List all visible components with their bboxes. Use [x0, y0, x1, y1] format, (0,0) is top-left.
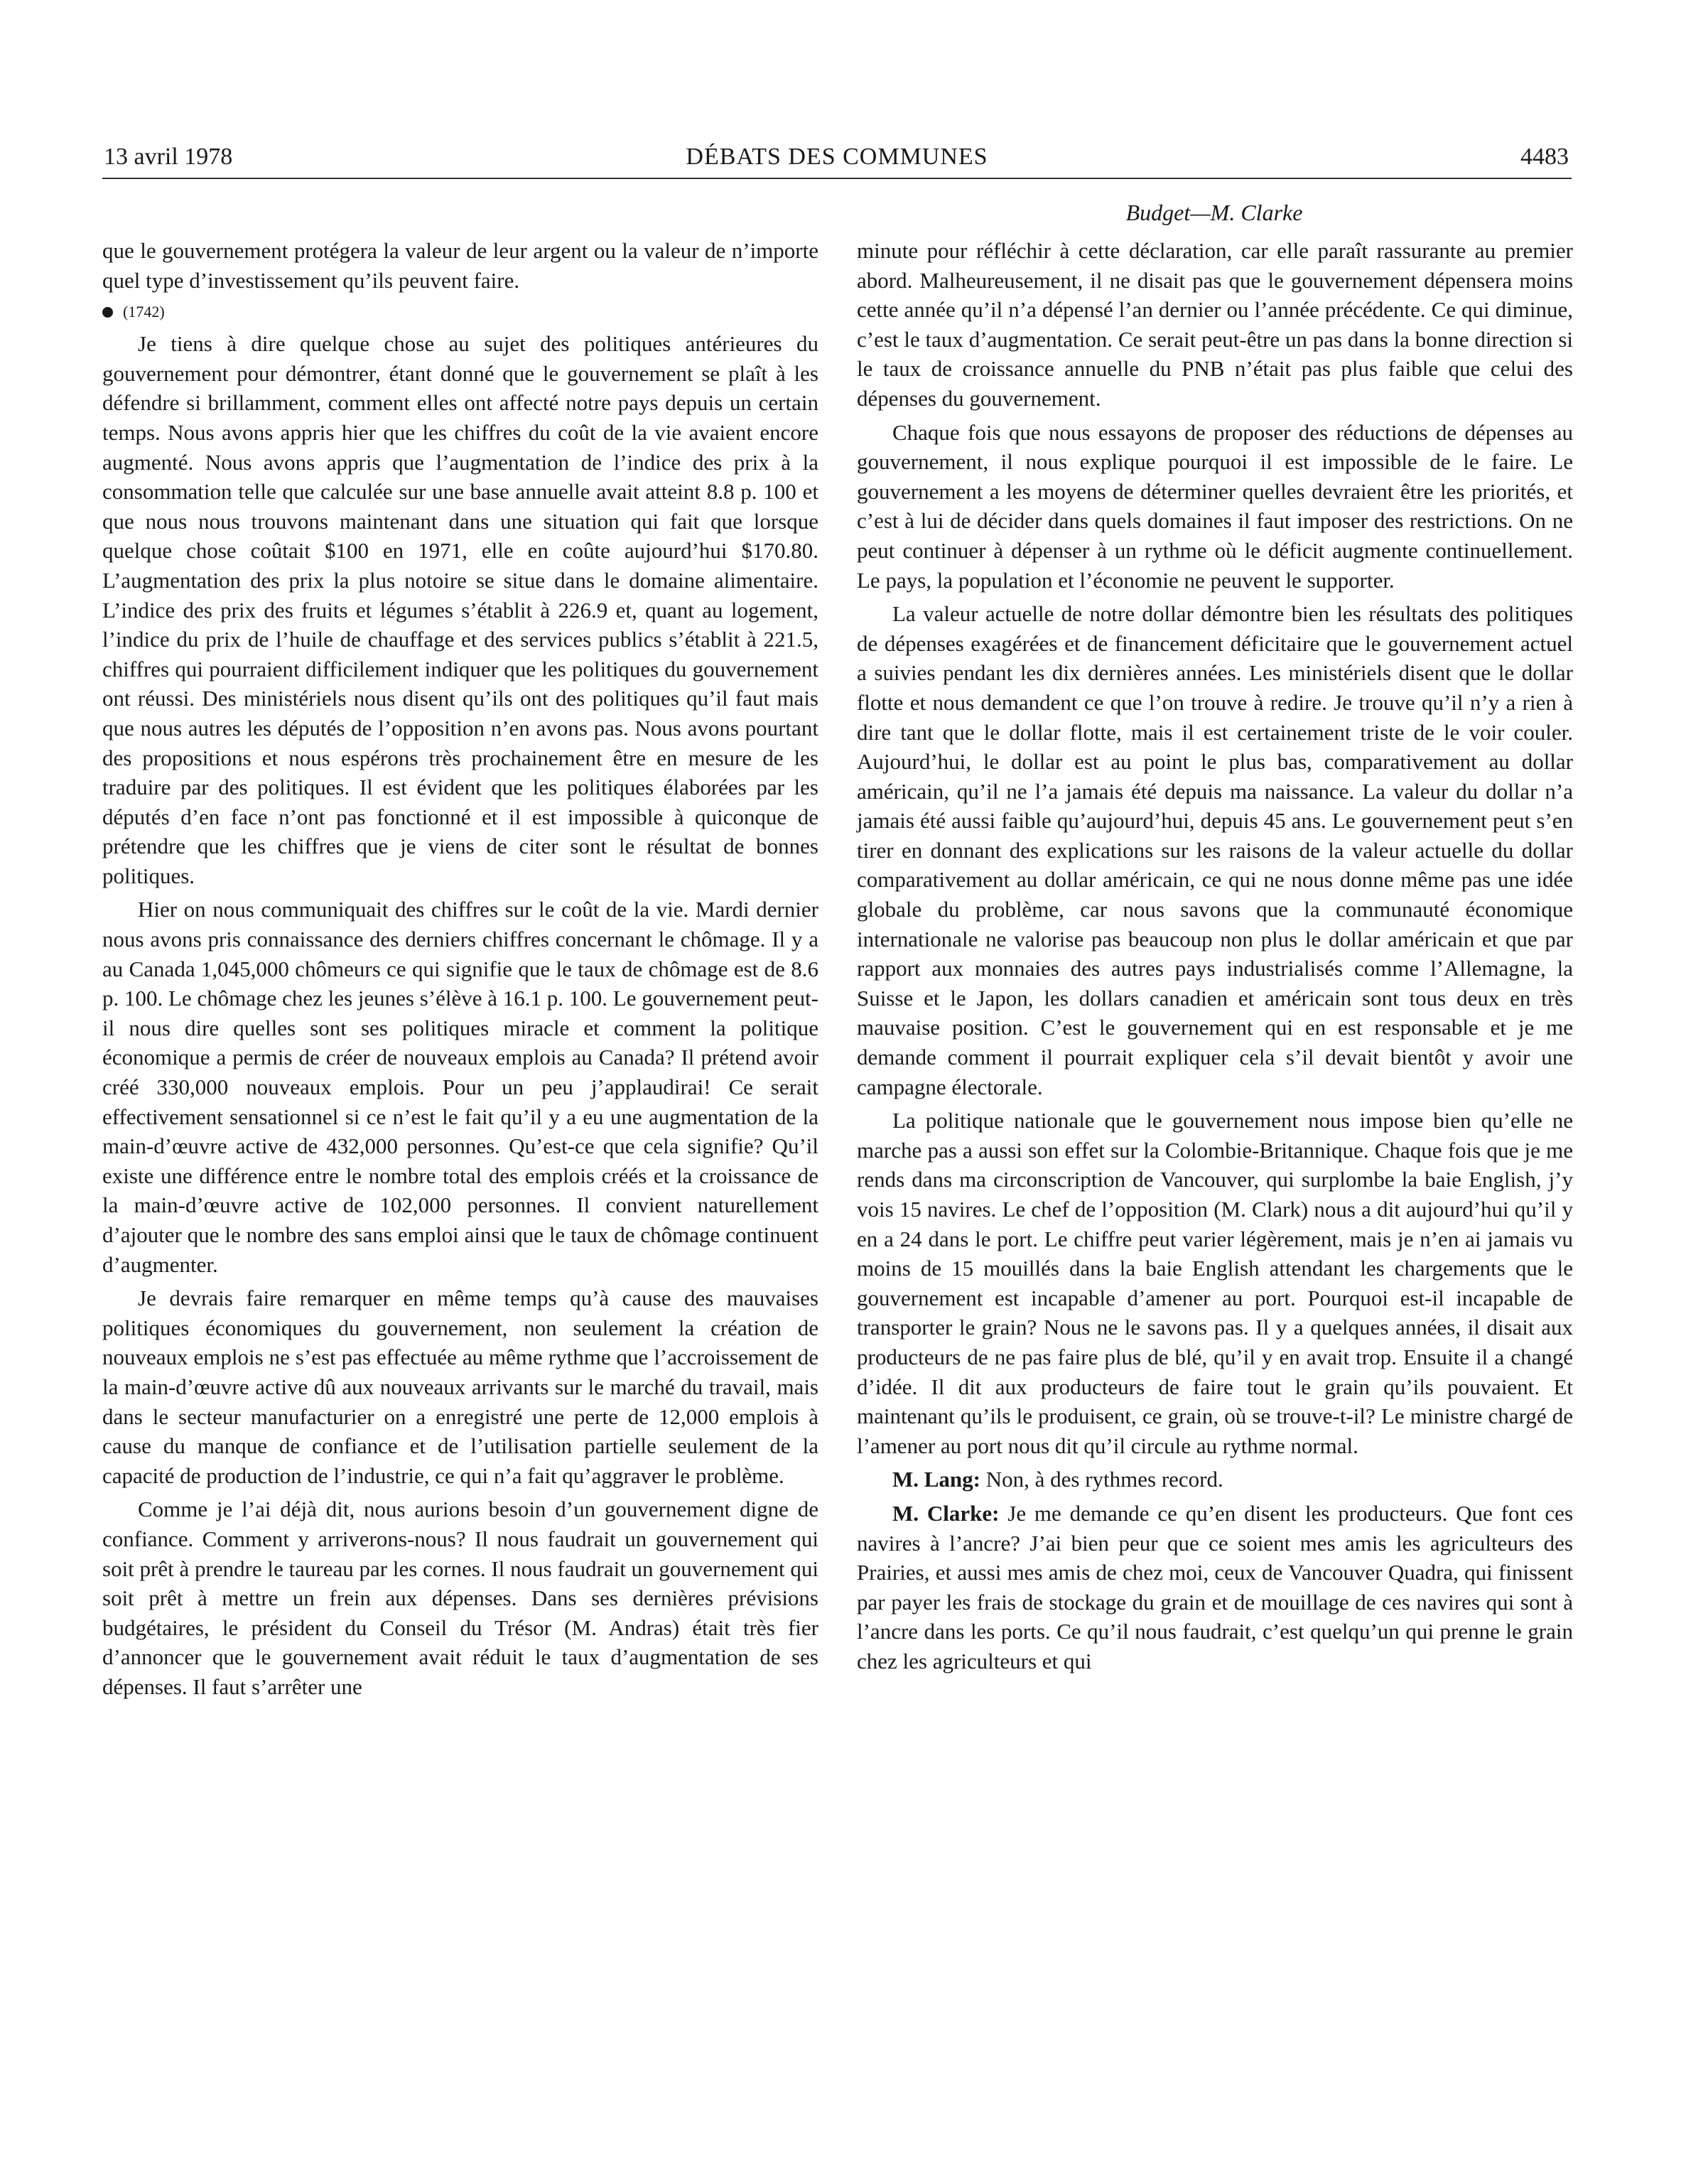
paragraph: La valeur actuelle de notre dollar démontre bien les résultats des politiques de dépenses exagérées et de financement déficitaire que le gouvernement actuel a suivies pendant les dix dernières années. Les ministériels disent que le dollar flotte et nous demandent ce que l’on trouve à redire. Je trouve qu’il n’y a rien à dire tant que le dollar flotte, mais il est certainement triste de le voir couler. Aujourd’hui, le dollar est au point le plus bas, comparativement au dollar américain, qu’il ne l’a jamais été depuis ma naissance. La valeur du dollar n’a jamais été aussi faible qu’aujourd’hui, depuis 45 ans. Le gouvernement peut s’en tirer en donnant des explications sur les raisons de la valeur actuelle du dollar comparativement au dollar américain, ce qui ne nous donne même pas une idée globale du problème, car nous savons que la communauté économique internationale ne valorise pas beaucoup non plus le dollar américain et que par rapport aux monnaies des autres pays industrialisés comme l’Allemagne, la Suisse et le Japon, les dollars canadien et américain sont tous deux en très mauvaise position. C’est le gouvernement qui en est responsable et je me demande comment il pourrait expliquer cela s’il devait bientôt y avoir une campagne électorale. — [857, 601, 1573, 1099]
page-number: 4483 — [1520, 144, 1569, 170]
paragraph: que le gouvernement protégera la valeur de leur argent ou la valeur de n’importe quel type d’investissement qu’ils peuvent faire. — [102, 238, 818, 293]
paragraph: Hier on nous communiquait des chiffres sur le coût de la vie. Mardi dernier nous avons pris connaissance des derniers chiffres concernant le chômage. Il y a au Canada 1,045,000 chômeurs ce qui signifie que le taux de chômage est de 8.6 p. 100. Le chômage chez les jeunes s’élève à 16.1 p. 100. Le gouvernement peut-il nous dire quelles sont ses politiques miracle et comment la politique économique a permis de créer de nouveaux emplois au Canada? Il prétend avoir créé 330,000 nouveaux emplois. Pour un peu j’applaudirai! Ce serait effectivement sensationnel si ce n’est le fait qu’il y a eu une augmentation de la main-d’œuvre active de 432,000 personnes. Qu’est-ce que cela signifie? Qu’il existe une différence entre le nombre total des emplois créés et la croissance de la main-d’œuvre active de 102,000 personnes. Il convient naturellement d’ajouter que le nombre des sans emploi ainsi que le taux de chômage continuent d’augmenter. — [102, 897, 818, 1277]
bullet-icon — [102, 307, 113, 318]
subject-heading: Budget—M. Clarke — [1125, 200, 1303, 225]
paragraph: Je tiens à dire quelque chose au sujet des politiques antérieures du gouvernement pour démontrer, étant donné que le gouvernement se plaît à les défendre si brillamment, comment elles ont affecté notre pays depuis un certain temps. Nous avons appris hier que les chiffres du coût de la vie avaient encore augmenté. Nous avons appris que l’augmentation de l’indice des prix à la consommation telle que calculée sur une base annuelle avait atteint 8.8 p. 100 et que nous nous trouvons maintenant dans une situation qui fait que lorsque quelque chose coûtait $100 en 1971, elle en coûte aujourd’hui $170.80. L’augmentation des prix la plus notoire se situe dans le domaine alimentaire. L’indice des prix des fruits et légumes s’établit à 226.9 et, quant au logement, l’indice du prix de l’huile de chauffage et des services publics s’établit à 221.5, chiffres qui pourraient difficilement indiquer que les politiques du gouvernement ont réussi. Des ministériels nous disent qu’ils ont des politiques qu’il faut mais que nous autres les députés de l’opposition n’en avons pas. Nous avons pourtant des propositions et nous espérons très prochainement être en mesure de les traduire par des politiques. Il est évident que les politiques élaborées par les députés d’en face n’ont pas fonctionné et il est impossible à quiconque de prétendre que les chiffres que je viens de citer sont le résultat de bonnes politiques. — [102, 331, 818, 888]
time-marker-text: (1742) — [123, 303, 165, 321]
paragraph: Chaque fois que nous essayons de proposer des réductions de dépenses au gouvernement, il nous explique pourquoi il est impossible de le faire. Le gouvernement a les moyens de déterminer quelles devraient être les priorités, et c’est à lui de décider dans quels domaines il faut imposer des restrictions. On ne peut continuer à dépenser à un rythme où le déficit augmente continuellement. Le pays, la population et l’économie ne peuvent le supporter. — [857, 419, 1573, 593]
header-title: DÉBATS DES COMMUNES — [686, 144, 988, 170]
right-column — [857, 236, 1573, 1681]
speaker-name: M. Lang: — [892, 1467, 980, 1492]
paragraph: La politique nationale que le gouvernement nous impose bien qu’elle ne marche pas a aussi son effet sur la Colombie-Britannique. Chaque fois que je me rends dans ma circonscription de Vancouver, qui surplombe la baie English, j’y vois 15 navires. Le chef de l’opposition (M. Clark) nous a dit aujourd’hui qu’il y en a 24 dans le port. Le chiffre peut varier légèrement, mais je n’en ai jamais vu moins de 15 mouillés dans la baie English attendant les chargements que le gouvernement est incapable d’amener au port. Pourquoi est-il incapable de transporter le grain? Nous ne le savons pas. Il y a quelques années, il disait aux producteurs de ne pas faire plus de blé, qu’il y en avait trop. Ensuite il a changé d’idée. Il dit aux producteurs de faire tout le grain qu’ils pouvaient. Et maintenant qu’ils le produisent, ce grain, où se trouve-t-il? Le ministre chargé de l’amener au port nous dit qu’il circule au rythme normal. — [857, 1108, 1573, 1458]
speech-paragraph — [857, 1499, 1573, 1676]
left-column — [102, 236, 818, 1706]
paragraph: Je devrais faire remarquer en même temps qu’à cause des mauvaises politiques économiques du gouvernement, non seulement la création de nouveaux emplois ne s’est pas effectuée au même rythme que l’accroissement de la main-d’œuvre active dû aux nouveaux arrivants sur le marché du travail, mais dans le secteur manufacturier on a enregistré une perte de 12,000 emplois à cause du manque de confiance et de l’utilisation partielle seulement de la capacité de production de l’industrie, ce qui n’a fait qu’aggraver le problème. — [102, 1286, 818, 1488]
speech-text: Je me demande ce qu’en disent les producteurs. Que font ces navires à l’ancre? J’ai bien peur que ce soient mes amis les agriculteurs des Prairies, et aussi mes amis de chez moi, ceux de Vancouver Quadra, qui finissent par payer les frais de stockage du grain et de mouillage de ces navires qui sont à l’ancre dans les ports. Ce qu’il nous faudrait, c’est quelqu’un qui prenne le grain chez les agriculteurs et qui — [857, 1500, 1574, 1674]
header-date: 13 avril 1978 — [104, 144, 233, 170]
paragraph: minute pour réfléchir à cette déclaration, car elle paraît rassurante au premier abord. Malheureusement, il ne disait pas que le gouvernement dépensera moins cette année qu’il n’a dépensé l’an dernier ou l’année précédente. Ce qui diminue, c’est le taux d’augmentation. Ce serait peut-être un pas dans la bonne direction si le taux de croissance annuelle du PNB n’était pas plus faible que celui des dépenses du gouvernement. — [857, 238, 1573, 411]
speech-paragraph — [857, 1465, 1573, 1494]
paragraph: Comme je l’ai déjà dit, nous aurions besoin d’un gouvernement digne de confiance. Comment y arriverons-nous? Il nous faudrait un gouvernement qui soit prêt à prendre le taureau par les cornes. Il nous faudrait un gouvernement qui soit prêt à mettre un frein aux dépenses. Dans ses dernières prévisions budgétaires, le président du Conseil du Trésor (M. Andras) était très fier d’annoncer que le gouvernement avait réduit le taux d’augmentation de ses dépenses. Il faut s’arrêter une — [102, 1497, 818, 1699]
time-marker — [102, 299, 818, 325]
speech-text: Non, à des rythmes record. — [980, 1467, 1223, 1492]
speaker-name: M. Clarke: — [892, 1500, 1000, 1526]
page-header — [102, 139, 1572, 179]
